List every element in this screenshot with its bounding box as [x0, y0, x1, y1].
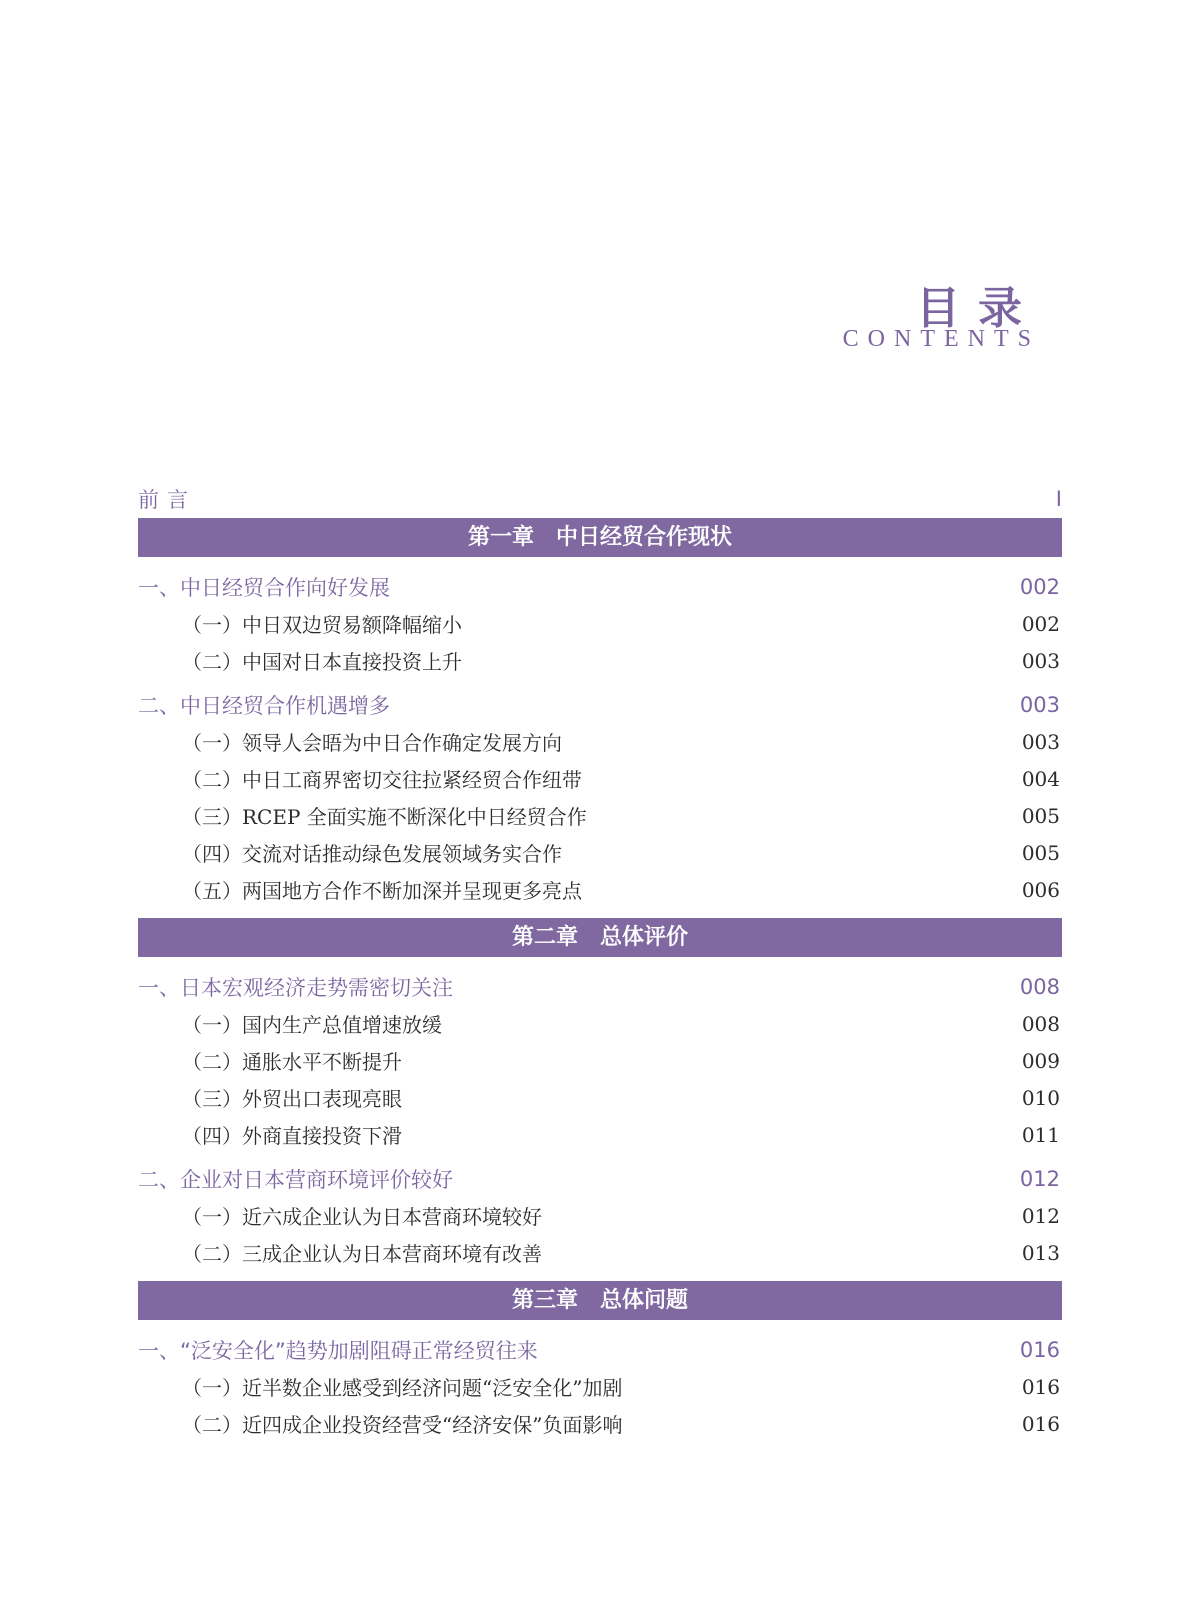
toc-section[interactable]: [138, 569, 1062, 605]
subsection-label: （二）中日工商界密切交往拉紧经贸合作纽带: [182, 768, 582, 792]
subsection-label: （四）外商直接投资下滑: [182, 1124, 402, 1148]
toc-section[interactable]: [138, 687, 1062, 723]
subsection-label: （一）国内生产总值增速放缓: [182, 1013, 442, 1037]
section-label: 二、中日经贸合作机遇增多: [138, 694, 390, 718]
toc-section[interactable]: [138, 1161, 1062, 1197]
table-of-contents: [138, 482, 1062, 1442]
subsection-label: （一）近半数企业感受到经济问题“泛安全化”加剧: [182, 1376, 623, 1400]
subsection-label: （一）领导人会晤为中日合作确定发展方向: [182, 731, 562, 755]
subsection-page-number: 016: [1021, 1374, 1060, 1399]
toc-subsection[interactable]: [138, 871, 1062, 908]
subsection-page-number: 002: [1021, 611, 1060, 636]
toc-entry-preface[interactable]: [138, 482, 1062, 516]
toc-subsection[interactable]: [138, 1197, 1062, 1234]
section-page-number: 003: [1019, 693, 1060, 717]
subsection-label: （三）RCEP 全面实施不断深化中日经贸合作: [182, 805, 587, 829]
page-title: 目录: [916, 283, 1040, 334]
section-page-number: 008: [1019, 975, 1060, 999]
subsection-page-number: 008: [1021, 1011, 1060, 1036]
subsection-page-number: 003: [1021, 729, 1060, 754]
page-subtitle: CONTENTS: [842, 326, 1040, 352]
subsection-page-number: 009: [1021, 1048, 1060, 1073]
preface-page: I: [1055, 487, 1062, 511]
subsection-page-number: 013: [1021, 1240, 1060, 1265]
toc-subsection[interactable]: [138, 1005, 1062, 1042]
section-label: 一、日本宏观经济走势需密切关注: [138, 976, 453, 1000]
section-page-number: 012: [1019, 1167, 1060, 1191]
chapter-heading[interactable]: 第三章 总体问题: [138, 1281, 1062, 1320]
subsection-label: （一）中日双边贸易额降幅缩小: [182, 613, 462, 637]
toc-subsection[interactable]: [138, 797, 1062, 834]
toc-subsection[interactable]: [138, 1042, 1062, 1079]
toc-subsection[interactable]: [138, 834, 1062, 871]
toc-subsection[interactable]: [138, 1116, 1062, 1153]
subsection-page-number: 005: [1021, 840, 1060, 865]
subsection-label: （一）近六成企业认为日本营商环境较好: [182, 1205, 542, 1229]
toc-subsection[interactable]: [138, 1234, 1062, 1271]
subsection-page-number: 012: [1021, 1203, 1060, 1228]
subsection-page-number: 016: [1021, 1411, 1060, 1436]
subsection-page-number: 004: [1021, 766, 1060, 791]
toc-section[interactable]: [138, 969, 1062, 1005]
chapter-heading[interactable]: 第二章 总体评价: [138, 918, 1062, 957]
subsection-page-number: 006: [1021, 877, 1060, 902]
subsection-label: （四）交流对话推动绿色发展领域务实合作: [182, 842, 562, 866]
toc-section[interactable]: [138, 1332, 1062, 1368]
toc-subsection[interactable]: [138, 642, 1062, 679]
toc-subsection[interactable]: [138, 1405, 1062, 1442]
toc-subsection[interactable]: [138, 1368, 1062, 1405]
section-label: 一、中日经贸合作向好发展: [138, 576, 390, 600]
toc-subsection[interactable]: [138, 605, 1062, 642]
preface-label: 前言: [138, 488, 196, 512]
subsection-label: （二）近四成企业投资经营受“经济安保”负面影响: [182, 1413, 623, 1437]
toc-subsection[interactable]: [138, 760, 1062, 797]
section-page-number: 016: [1019, 1338, 1060, 1362]
subsection-label: （二）通胀水平不断提升: [182, 1050, 402, 1074]
section-label: 一、“泛安全化”趋势加剧阻碍正常经贸往来: [138, 1339, 538, 1363]
subsection-label: （二）三成企业认为日本营商环境有改善: [182, 1242, 542, 1266]
toc-subsection[interactable]: [138, 723, 1062, 760]
subsection-label: （三）外贸出口表现亮眼: [182, 1087, 402, 1111]
section-label: 二、企业对日本营商环境评价较好: [138, 1168, 453, 1192]
subsection-label: （五）两国地方合作不断加深并呈现更多亮点: [182, 879, 582, 903]
section-page-number: 002: [1019, 575, 1060, 599]
subsection-page-number: 003: [1021, 648, 1060, 673]
chapter-list: [138, 518, 1062, 1442]
subsection-label: （二）中国对日本直接投资上升: [182, 650, 462, 674]
subsection-page-number: 005: [1021, 803, 1060, 828]
subsection-page-number: 010: [1021, 1085, 1060, 1110]
subsection-page-number: 011: [1021, 1122, 1060, 1147]
toc-subsection[interactable]: [138, 1079, 1062, 1116]
chapter-heading[interactable]: 第一章 中日经贸合作现状: [138, 518, 1062, 557]
